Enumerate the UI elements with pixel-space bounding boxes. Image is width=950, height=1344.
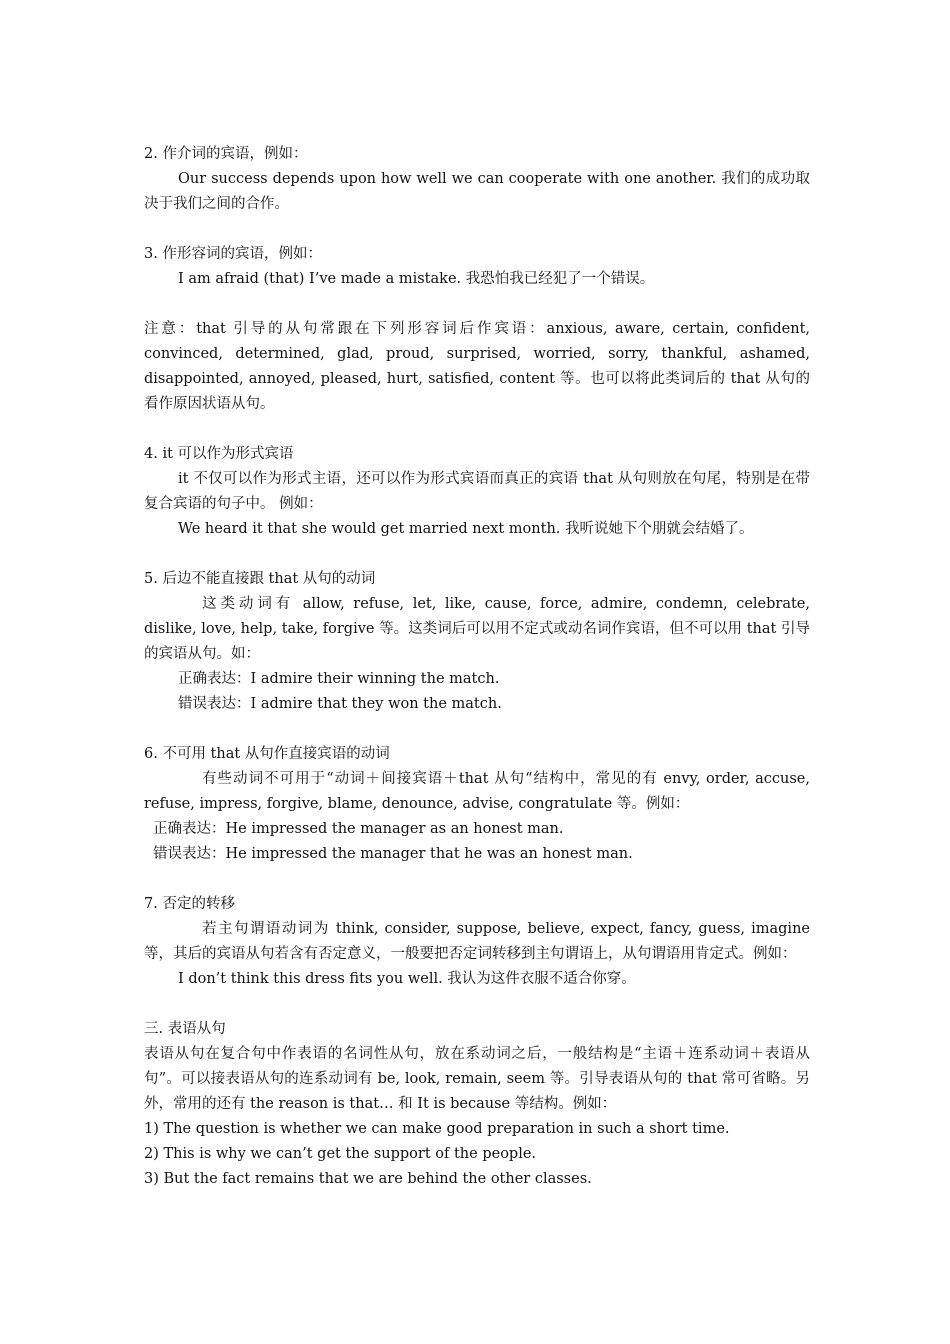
part-3-example-3: 3) But the fact remains that we are behind the other classes. — [144, 1171, 592, 1187]
section-3-note: 注意：that 引导的从句常跟在下列形容词后作宾语：anxious, aware, certain, confident, convinced, determined, glad, proud, surprised, worried, sorry, thankful, ashamed, disappointed, annoyed, pleased, hurt, satisfied, content 等。也可以将此类词后的 that 从句的看作原因状语从句。 — [144, 321, 810, 412]
section-4-example: We heard it that she would get married next month. 我听说她下个朋就会结婚了。 — [178, 521, 754, 537]
section-7-example: I don’t think this dress fits you well. 我认为这件衣服不适合你穿。 — [178, 971, 636, 987]
section-6-wrong: 错误表达：He impressed the manager that he was an honest man. — [153, 846, 633, 862]
part-3-example-1: 1) The question is whether we can make good preparation in such a short time. — [144, 1121, 730, 1137]
section-5-body: 这类动词有 allow, refuse, let, like, cause, force, admire, condemn, celebrate, dislike, love, help, take, forgive 等。这类词后可以用不定式或动名词作宾语，但不可以用 that 引导的宾语从句。如： — [144, 596, 810, 662]
section-5-correct: 正确表达：I admire their winning the match. — [178, 671, 500, 687]
section-2-example: Our success depends upon how well we can cooperate with one another. 我们的成功取决于我们之间的合作。 — [144, 171, 810, 212]
part-3-body: 表语从句在复合句中作表语的名词性从句，放在系动词之后，一般结构是“主语＋连系动词＋表语从句”。可以接表语从句的连系动词有 be, look, remain, seem 等。引导表语从句的 that 常可省略。另外，常用的还有 the reason is that… 和 It is because 等结构。例如： — [144, 1046, 810, 1112]
section-5-heading: 5. 后边不能直接跟 that 从句的动词 — [144, 571, 376, 587]
document-page — [144, 142, 810, 1192]
section-3-heading: 3. 作形容词的宾语，例如： — [144, 246, 322, 262]
part-3-example-2: 2) This is why we can’t get the support of the people. — [144, 1146, 537, 1162]
section-6-body: 有些动词不可用于“动词＋间接宾语＋that 从句“结构中，常见的有 envy, order, accuse, refuse, impress, forgive, blame, denounce, advise, congratulate 等。例如： — [144, 771, 810, 812]
section-6-heading: 6. 不可用 that 从句作直接宾语的动词 — [144, 746, 390, 762]
part-3-heading: 三. 表语从句 — [144, 1021, 226, 1037]
section-7-heading: 7. 否定的转移 — [144, 896, 235, 912]
section-5-wrong: 错误表达：I admire that they won the match. — [178, 696, 502, 712]
section-7-body: 若主句谓语动词为 think, consider, suppose, believe, expect, fancy, guess, imagine 等，其后的宾语从句若含有否定意义，一般要把否定词转移到主句谓语上，从句谓语用肯定式。例如： — [144, 921, 810, 962]
section-6-correct: 正确表达：He impressed the manager as an honest man. — [153, 821, 564, 837]
section-2-heading: 2. 作介词的宾语，例如： — [144, 146, 308, 162]
section-3-example: I am afraid (that) I’ve made a mistake. 我恐怕我已经犯了一个错误。 — [178, 271, 655, 287]
section-4-heading: 4. it 可以作为形式宾语 — [144, 446, 294, 462]
section-4-body: it 不仅可以作为形式主语，还可以作为形式宾语而真正的宾语 that 从句则放在句尾，特别是在带复合宾语的句子中。 例如： — [144, 471, 810, 512]
